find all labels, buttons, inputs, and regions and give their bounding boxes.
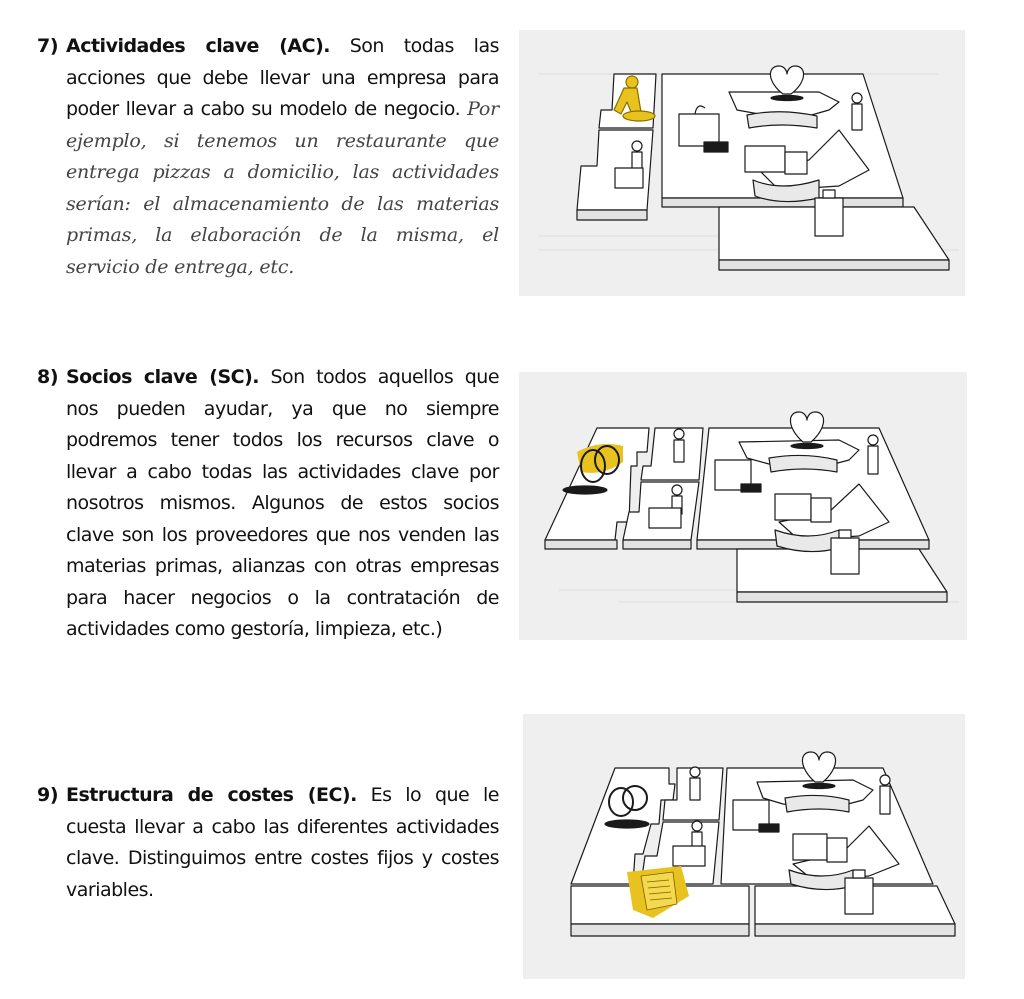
truck-icon: [745, 146, 785, 172]
truck-icon: [775, 494, 811, 520]
person-icon: [692, 821, 702, 831]
gift-icon: [679, 114, 719, 146]
box-icon: [615, 168, 643, 188]
tile-edge: [737, 592, 947, 602]
worker-body: [674, 440, 684, 462]
tile-edge: [545, 540, 617, 549]
item-title: Actividades clave (AC).: [66, 35, 330, 57]
item-title: Socios clave (SC).: [66, 366, 260, 388]
register-display: [853, 870, 865, 878]
register-display: [839, 530, 851, 538]
truck-cab: [785, 152, 807, 174]
box-icon: [673, 846, 705, 866]
truck-cab: [827, 838, 847, 862]
tile-key-activities: [641, 428, 703, 480]
item-number: 7): [37, 35, 59, 57]
worker-icon: [690, 767, 700, 777]
business-model-canvas-figure: [519, 30, 965, 296]
shadow: [771, 96, 803, 101]
shadow: [563, 486, 607, 494]
business-model-canvas-figure: [519, 372, 967, 640]
customer-body: [852, 104, 862, 130]
customer-body: [880, 786, 890, 814]
item-title: Estructura de costes (EC).: [66, 784, 357, 806]
customer-body: [868, 446, 878, 474]
shadow: [704, 142, 728, 152]
customer-icon: [852, 93, 862, 103]
tile-edge: [623, 540, 691, 549]
business-model-canvas-figure: [523, 714, 965, 979]
item-text: Es lo que le cuesta llevar a cabo las diferentes actividades clave. Distinguimos entre costes fijos y costes variables.: [66, 784, 499, 901]
item-paragraph: [66, 362, 499, 646]
item-text: Son todas las acciones que debe llevar una empresa para poder llevar a cabo su modelo de negocio.: [66, 35, 499, 120]
person-icon: [672, 485, 682, 495]
tile-edge: [571, 924, 749, 936]
tile-edge: [577, 210, 647, 220]
truck-cab: [811, 498, 831, 522]
box-icon: [649, 508, 681, 528]
shadow: [803, 784, 835, 789]
canvas-illustration: [519, 372, 967, 640]
person-icon: [632, 141, 642, 151]
canvas-illustration: [519, 30, 965, 296]
item-number: 8): [37, 366, 59, 388]
shadow: [741, 484, 761, 492]
worker-icon: [674, 429, 684, 439]
worker-body: [690, 778, 700, 800]
shadow: [605, 820, 649, 828]
canvas-illustration: [523, 714, 965, 979]
item-number: 9): [37, 784, 59, 806]
ring-band: [747, 112, 817, 128]
customer-icon: [880, 775, 890, 785]
cash-register-icon: [815, 198, 843, 236]
item-text: Son todos aquellos que nos pueden ayudar, ya que no siempre podremos tener todos los recursos clave o llevar a cabo todas las actividades clave por nosotros mismos. Algunos de estos socios clave son los proveedores que nos venden las materias primas, alianzas con otras empresas para hacer negocios o la contratación de actividades como gestoría, limpieza, etc.): [66, 366, 500, 640]
tile-edge: [755, 924, 955, 936]
ring-band: [769, 455, 837, 472]
shadow: [791, 444, 823, 449]
item-example: Por ejemplo, si tenemos un restaurante que entrega pizzas a domicilio, las actividades serían: el almacenamiento de las materias primas, la elaboración de la misma, el servicio de entrega, etc.: [66, 98, 499, 278]
ring-band: [785, 795, 849, 812]
cash-register-icon: [845, 878, 873, 914]
cash-register-icon: [831, 538, 859, 574]
customer-icon: [868, 435, 878, 445]
truck-icon: [793, 834, 827, 860]
shadow: [759, 824, 779, 832]
item-paragraph: [66, 31, 499, 283]
register-display: [823, 190, 835, 198]
item-paragraph: [66, 780, 499, 906]
tile-edge: [719, 260, 949, 270]
